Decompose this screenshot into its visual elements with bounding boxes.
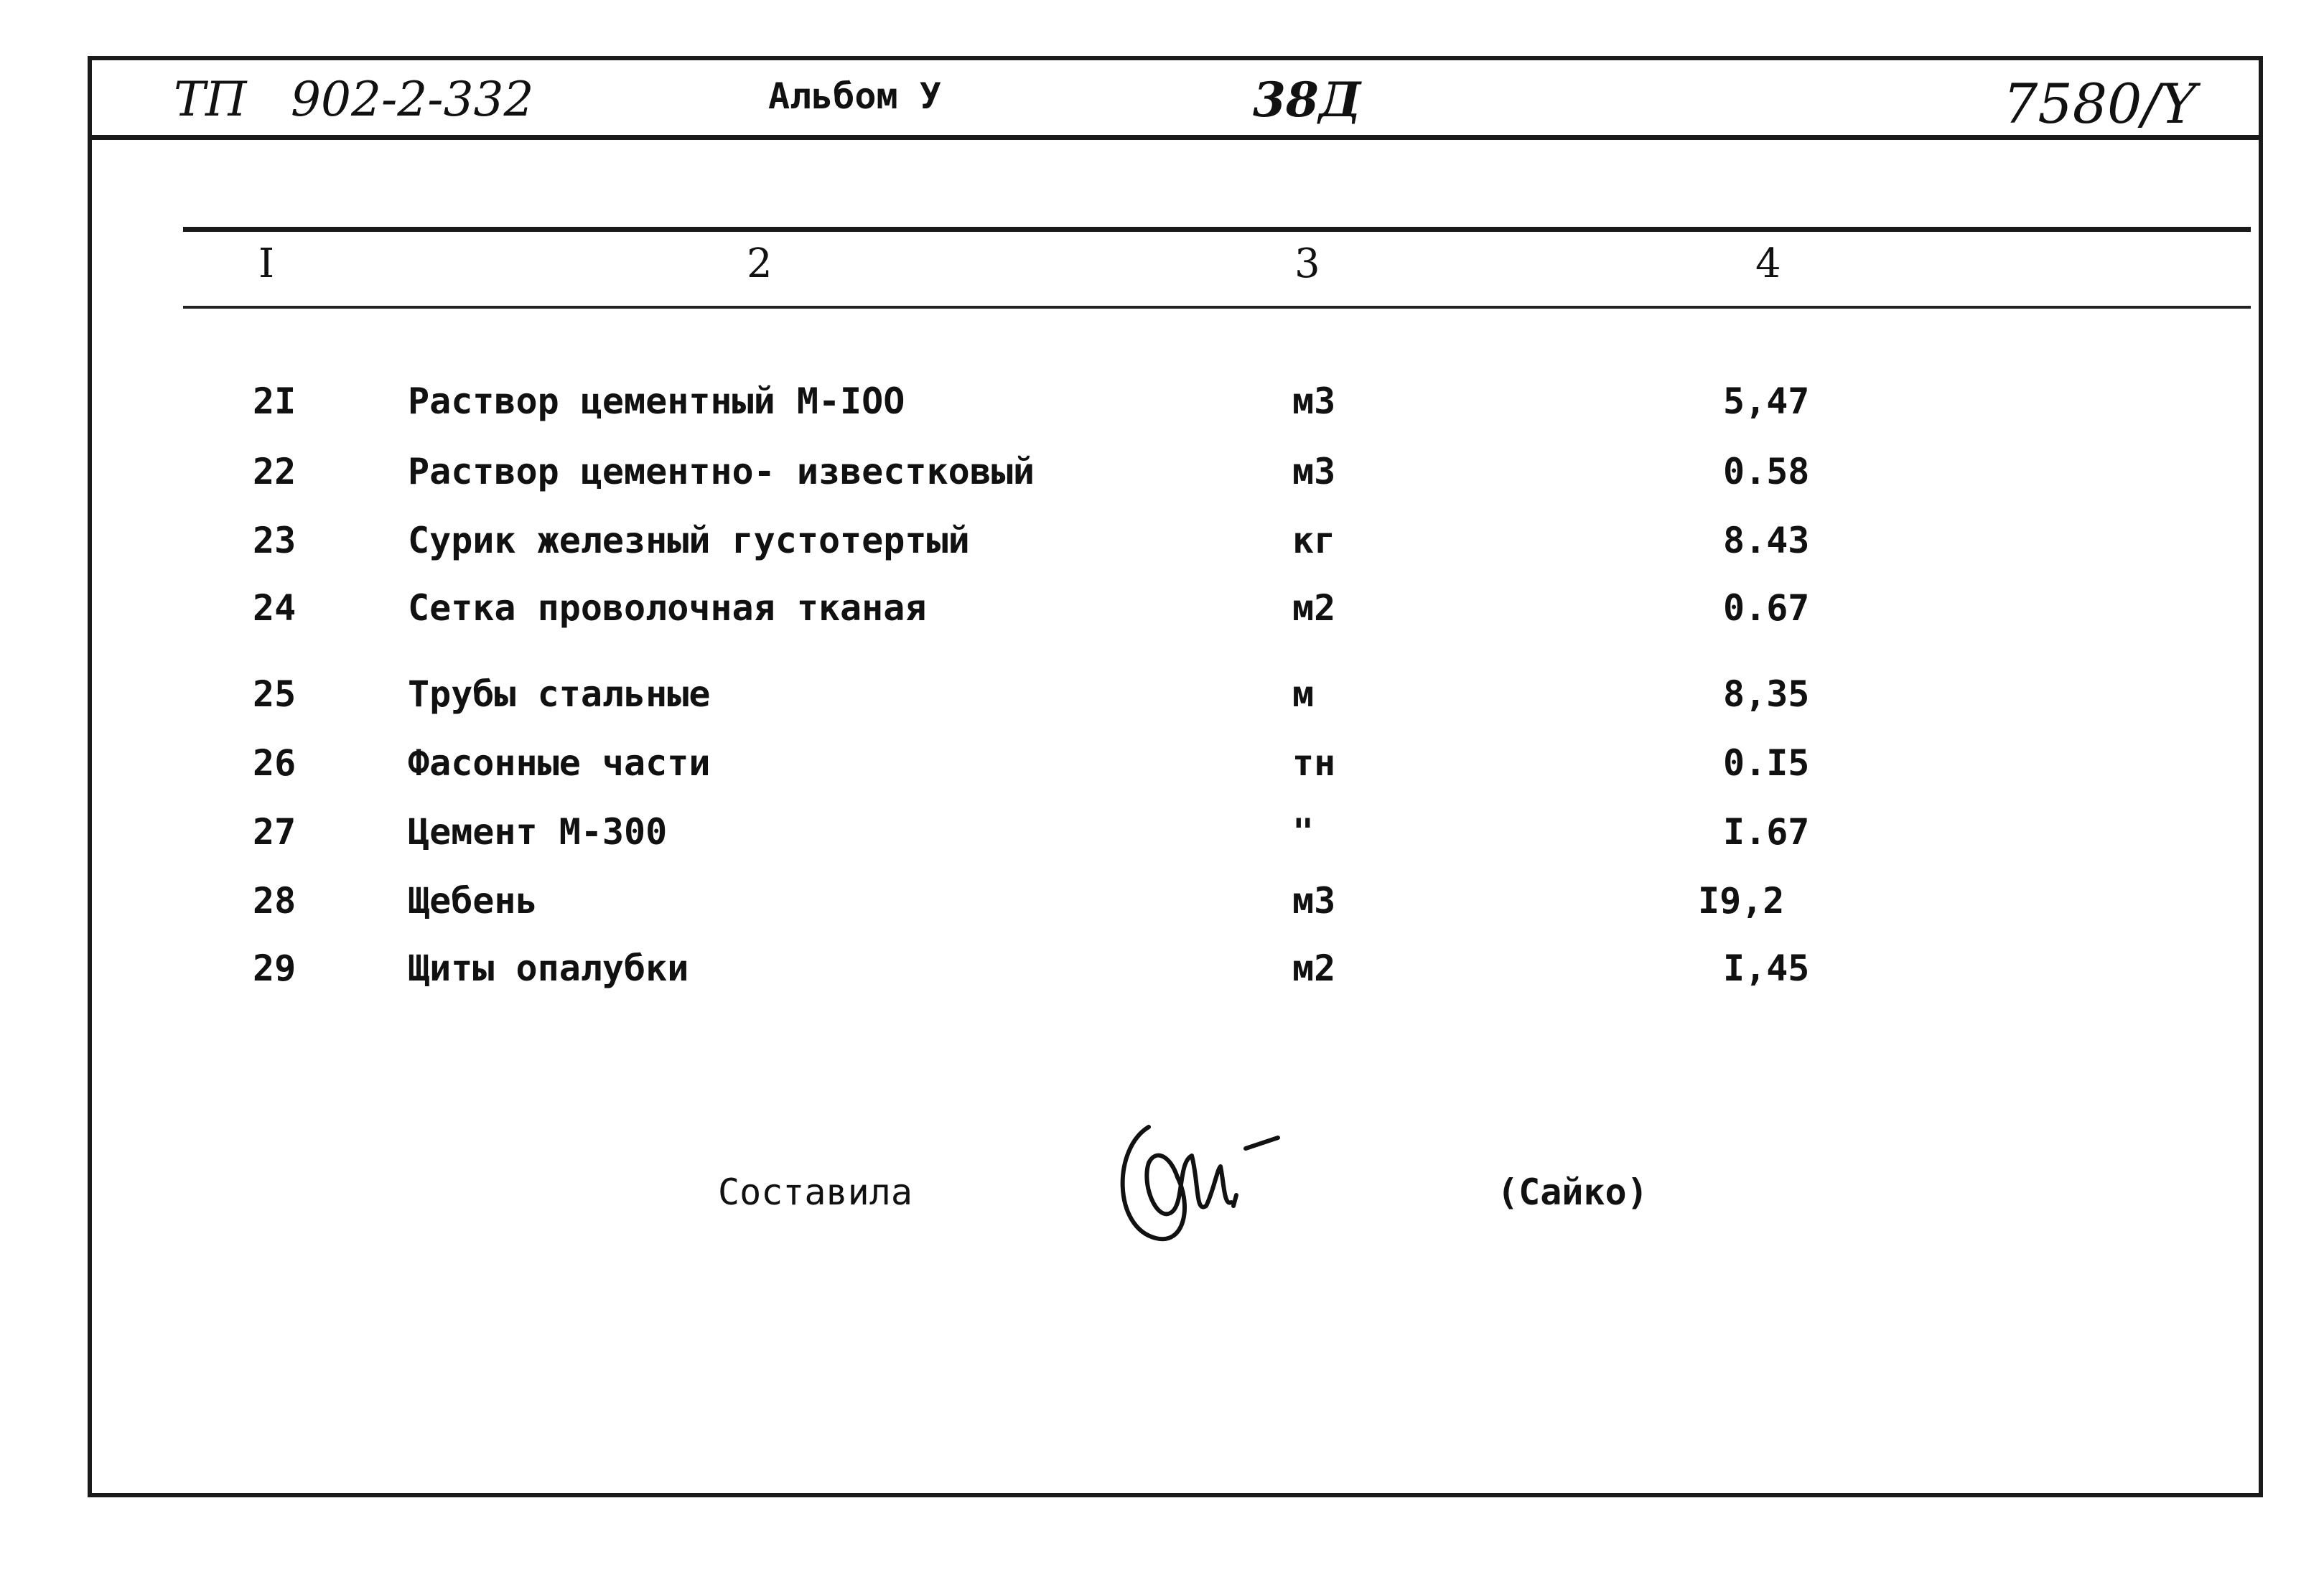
- column-header-2: 2: [747, 240, 773, 287]
- row-name: Щебень: [408, 880, 538, 922]
- column-header-4: 4: [1755, 240, 1781, 287]
- row-number: 2I: [253, 380, 297, 422]
- table-row: [0, 742, 2324, 807]
- row-quantity: 5,47: [1723, 380, 1810, 422]
- row-quantity: 0.58: [1723, 451, 1810, 492]
- table-row: [0, 811, 2324, 876]
- column-header-1: I: [258, 240, 275, 287]
- row-quantity: 0.67: [1723, 587, 1810, 629]
- row-name: Фасонные части: [408, 742, 711, 784]
- row-quantity: 0.I5: [1723, 742, 1810, 784]
- table-row: [0, 587, 2324, 652]
- signature-mark: [1106, 1098, 1292, 1256]
- table-row: [0, 880, 2324, 945]
- row-unit: м2: [1292, 947, 1336, 989]
- table-row: [0, 520, 2324, 584]
- row-unit: ": [1292, 811, 1315, 853]
- sheet-number: 7580/Y: [2003, 72, 2197, 136]
- row-number: 29: [253, 947, 297, 989]
- row-unit: м3: [1292, 451, 1336, 492]
- row-unit: м: [1292, 673, 1315, 715]
- page-number: 38Д: [1253, 72, 1361, 128]
- row-name: Трубы стальные: [408, 673, 711, 715]
- row-name: Цемент М-300: [408, 811, 668, 853]
- project-code: 902-2-332: [291, 72, 534, 127]
- row-number: 22: [253, 451, 297, 492]
- row-quantity: I.67: [1723, 811, 1810, 853]
- table-row: [0, 673, 2324, 738]
- row-unit: кг: [1292, 520, 1336, 561]
- table-row: [0, 380, 2324, 445]
- row-name: Раствор цементно- известковый: [408, 451, 1035, 492]
- doc-type-code: ТП: [174, 72, 247, 127]
- album-label: Альбом У: [768, 75, 941, 117]
- row-quantity: I,45: [1723, 947, 1810, 989]
- row-name: Сурик железный густотертый: [408, 520, 970, 561]
- compiler-name: (Сайко): [1497, 1171, 1648, 1213]
- row-number: 26: [253, 742, 297, 784]
- table-row: [0, 947, 2324, 1012]
- row-name: Щиты опалубки: [408, 947, 689, 989]
- row-name: Раствор цементный М-IOO: [408, 380, 905, 422]
- row-quantity: I9,2: [1698, 880, 1785, 922]
- row-name: Сетка проволочная тканая: [408, 587, 927, 629]
- compiled-by-label: Составила: [718, 1171, 913, 1213]
- row-number: 25: [253, 673, 297, 715]
- header-rule: [88, 135, 2263, 140]
- row-number: 28: [253, 880, 297, 922]
- row-quantity: 8,35: [1723, 673, 1810, 715]
- row-number: 27: [253, 811, 297, 853]
- row-unit: м3: [1292, 880, 1336, 922]
- row-number: 23: [253, 520, 297, 561]
- table-header-rule: [183, 306, 2251, 309]
- table-row: [0, 451, 2324, 515]
- column-header-3: 3: [1294, 240, 1320, 287]
- table-top-rule: [183, 227, 2251, 232]
- row-unit: м3: [1292, 380, 1336, 422]
- row-quantity: 8.43: [1723, 520, 1810, 561]
- row-unit: м2: [1292, 587, 1336, 629]
- row-number: 24: [253, 587, 297, 629]
- row-unit: тн: [1292, 742, 1336, 784]
